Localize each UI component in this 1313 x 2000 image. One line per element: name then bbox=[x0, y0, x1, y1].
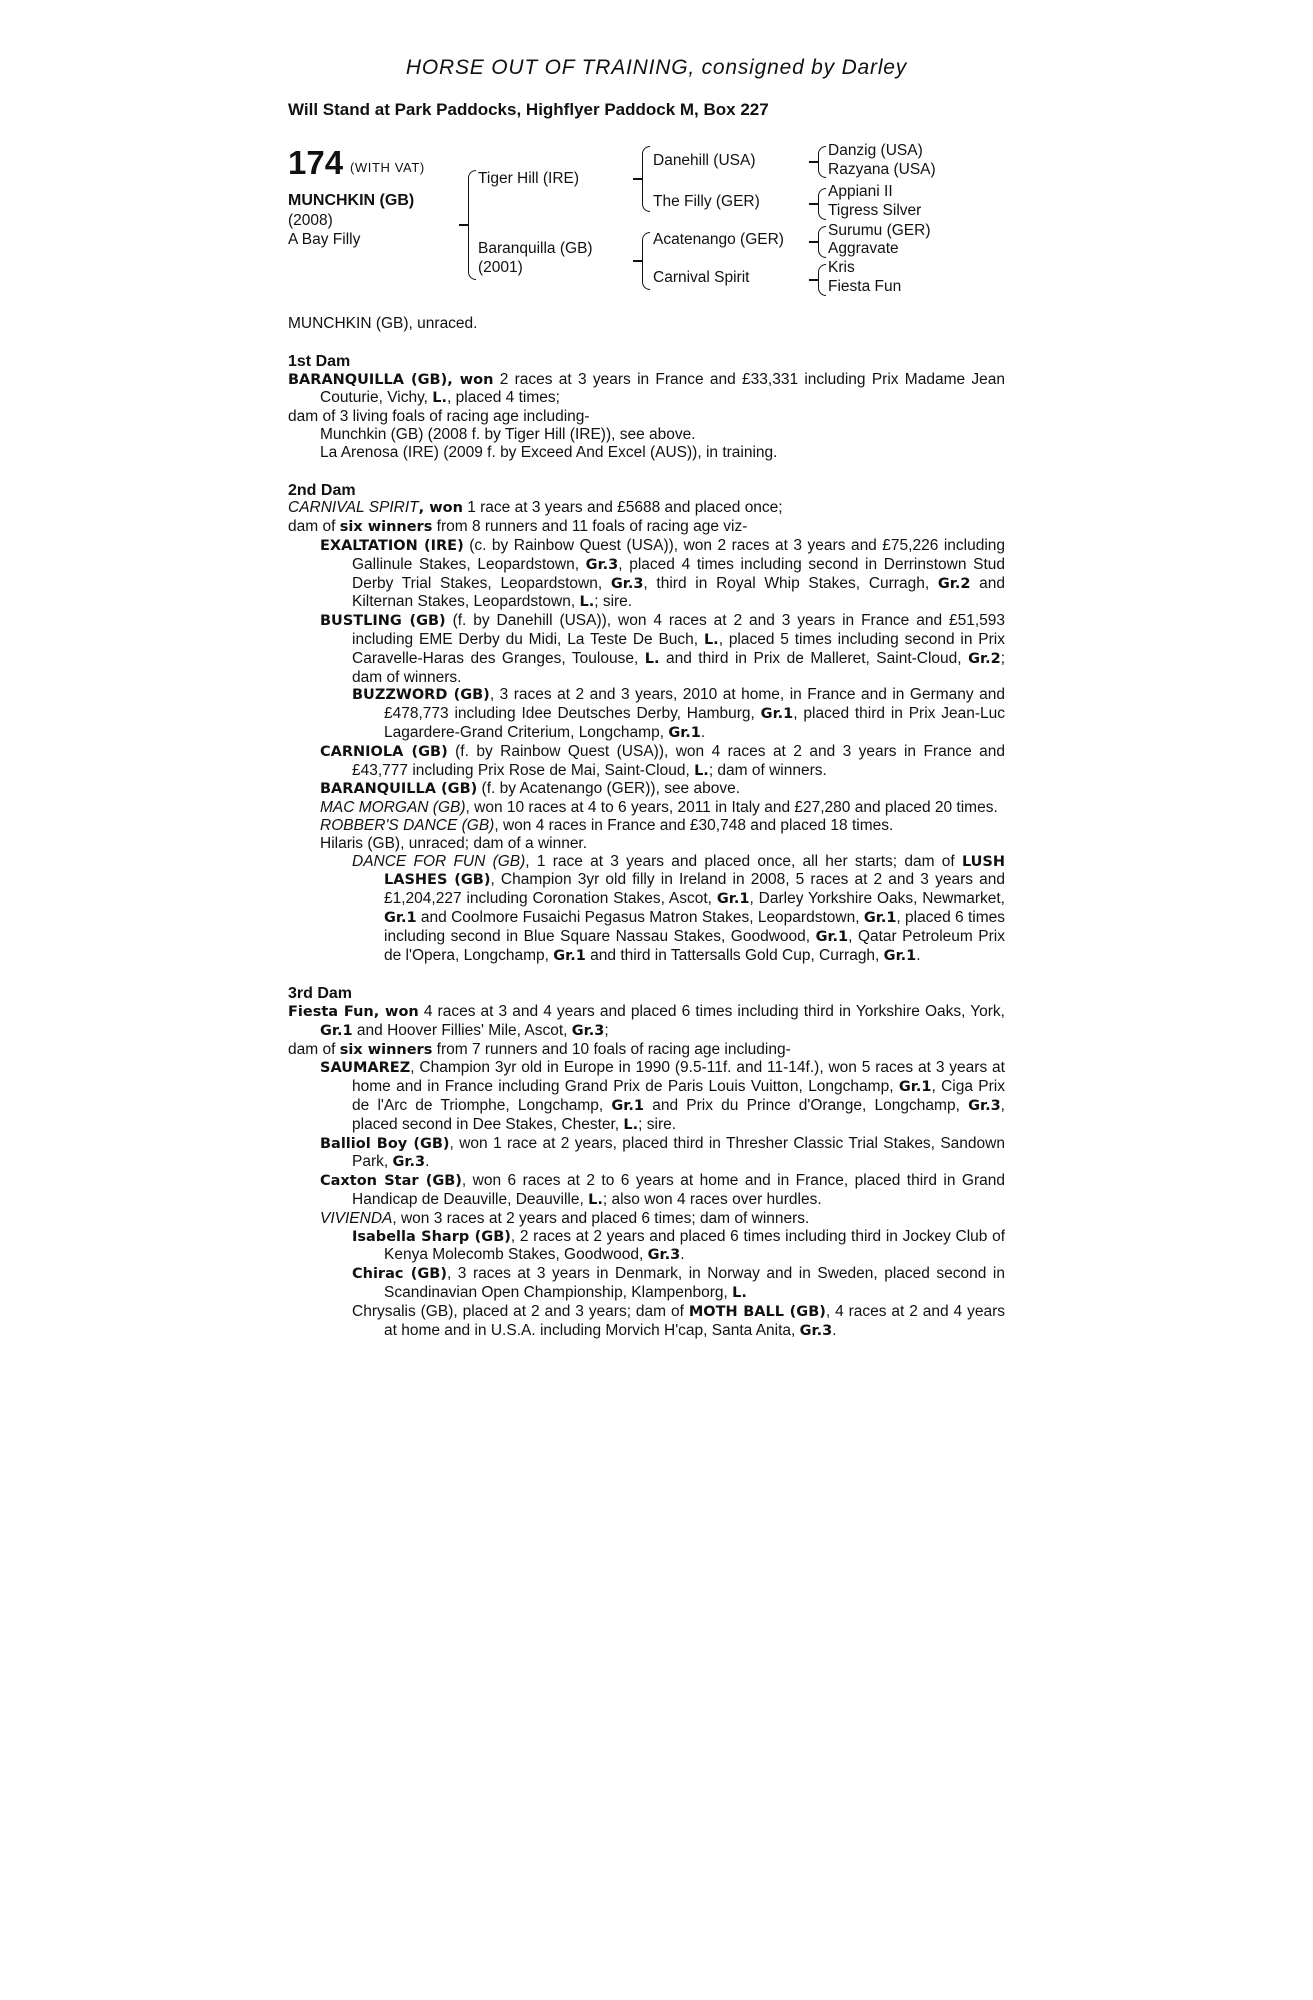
won-label: , won bbox=[373, 1004, 419, 1021]
produce-text: , won 4 races in France and £30,748 and placed 18 times. bbox=[494, 816, 894, 834]
produce-text: , Qatar Petroleum Prix de l'Opera, Longchamp, bbox=[384, 927, 1005, 964]
produce-text: , Darley Yorkshire Oaks, Newmarket, bbox=[749, 890, 1005, 908]
produce-name: BUZZWORD (GB) bbox=[352, 687, 490, 704]
horse-year: (2008) bbox=[288, 212, 333, 229]
first-dam-tail: , placed 4 times; bbox=[447, 389, 560, 407]
pedigree-brace-ss bbox=[818, 146, 826, 178]
race-grade: L. bbox=[732, 1285, 747, 1302]
first-dam-title: 1st Dam bbox=[288, 352, 351, 370]
produce-buzzword bbox=[288, 686, 1005, 742]
produce-text: and third in Tattersalls Gold Cup, Curragh, bbox=[585, 946, 884, 964]
produce-vivienda bbox=[288, 1210, 1005, 1228]
produce-carniola bbox=[288, 743, 1005, 781]
produce-text: , Champion 3yr old filly in Ireland in 2008, 5 races at 2 and 3 years and £1,204,227 including Coronation Stakes, Ascot, bbox=[384, 871, 1005, 908]
horse-description: A Bay Filly bbox=[288, 231, 361, 248]
race-grade: Gr.1 bbox=[384, 909, 417, 926]
race-grade: Gr.3 bbox=[647, 1247, 681, 1264]
produce-text: and Kilternan Stakes, Leopardstown, bbox=[352, 574, 1005, 611]
pedigree-ds-dam: Aggravate bbox=[828, 240, 899, 257]
pedigree-dd-dam: Fiesta Fun bbox=[828, 278, 902, 295]
race-grade: Gr.2 bbox=[968, 650, 1001, 667]
race-grade: Gr.3 bbox=[571, 1022, 605, 1039]
produce-hilaris: Hilaris (GB), unraced; dam of a winner. bbox=[320, 834, 588, 852]
produce-text: , placed third in Prix Jean-Luc Lagardere-Grand Criterium, Longchamp, bbox=[384, 705, 1005, 741]
produce-text: , placed 4 times including second in Derrinstown Stud Derby Trial Stakes, Leopardstown, bbox=[352, 555, 1005, 592]
produce-name: Balliol Boy (GB) bbox=[320, 1135, 450, 1152]
produce-name: EXALTATION (IRE) bbox=[320, 537, 464, 554]
produce-text: , 4 races at 2 and 4 years at home and in U.S.A. including Morvich H'cap, Santa Anita, bbox=[384, 1302, 1005, 1339]
produce-text: (f. by Danehill (USA)), won 4 races at 2 and 3 years in France and £51,593 including EME Derby du Midi, La Teste De Buch, bbox=[352, 612, 1005, 648]
produce-mac-morgan bbox=[288, 799, 1005, 817]
produce-text: from 7 runners and 10 foals of racing age including- bbox=[432, 1040, 791, 1058]
stand-location: Will Stand at Park Paddocks, Highflyer Paddock M, Box 227 bbox=[288, 100, 769, 119]
foal-entry: Munchkin (GB) (2008 f. by Tiger Hill (IRE)), see above. bbox=[320, 425, 696, 443]
pedigree-dd-sire: Kris bbox=[828, 259, 855, 276]
race-grade: Gr.1 bbox=[883, 947, 917, 964]
pedigree-sire-sire: Danehill (USA) bbox=[653, 152, 756, 169]
race-grade: Gr.3 bbox=[392, 1154, 426, 1171]
first-dam-produce: dam of 3 living foals of racing age including- bbox=[288, 408, 590, 426]
produce-text: . bbox=[680, 1246, 685, 1264]
race-grade: Gr.3 bbox=[799, 1322, 833, 1339]
produce-text: and Prix du Prince d'Orange, Longchamp, bbox=[644, 1097, 969, 1115]
race-grade: Gr.1 bbox=[898, 1079, 932, 1096]
race-grade: Gr.1 bbox=[611, 1098, 644, 1115]
race-grade: Gr.1 bbox=[553, 947, 586, 964]
produce-text: . bbox=[832, 1321, 837, 1339]
produce-text: , 2 races at 2 years and placed 6 times including third in Jockey Club of Kenya Molecomb Stakes, Goodwood, bbox=[384, 1227, 1005, 1264]
second-dam-title: 2nd Dam bbox=[288, 481, 356, 499]
produce-text: , Champion 3yr old in Europe in 1990 (9.5-11f. and 11-14f.), won 5 races at 3 years at home and in France including Grand Prix de Paris Louis Vuitton, Longchamp, bbox=[352, 1059, 1005, 1096]
produce-exaltation bbox=[288, 537, 1005, 612]
third-dam-produce bbox=[288, 1041, 1005, 1060]
second-dam-entry bbox=[288, 499, 1005, 518]
pedigree-brace-dam bbox=[642, 232, 650, 290]
produce-bustling bbox=[288, 612, 1005, 686]
produce-name: ROBBER'S DANCE (GB) bbox=[320, 816, 495, 834]
produce-name: LUSH LASHES (GB) bbox=[384, 853, 1006, 889]
produce-name: DANCE FOR FUN (GB) bbox=[352, 852, 526, 870]
race-grade: L. bbox=[694, 762, 709, 779]
produce-text: . bbox=[425, 1153, 430, 1171]
third-dam-text: 4 races at 3 and 4 years and placed 6 times including third in Yorkshire Oaks, York, bbox=[418, 1003, 1005, 1021]
produce-name: SAUMAREZ bbox=[320, 1060, 411, 1077]
race-grade: Gr.2 bbox=[937, 575, 971, 592]
produce-text: , 3 races at 2 and 3 years, 2010 at home, in France and in Germany and £478,773 including Idee Deutsches Derby, Hamburg, bbox=[384, 686, 1005, 723]
race-grade: L. bbox=[703, 631, 719, 648]
produce-name: BUSTLING (GB) bbox=[320, 613, 446, 630]
first-dam-name: BARANQUILLA (GB) bbox=[288, 371, 448, 388]
pedigree-ss-dam: Razyana (USA) bbox=[828, 161, 936, 178]
pedigree-ds-sire: Surumu (GER) bbox=[828, 222, 931, 239]
pedigree-brace-gen1 bbox=[468, 170, 476, 280]
third-dam-text: ; bbox=[604, 1021, 609, 1039]
race-grade: Gr.1 bbox=[716, 891, 750, 908]
produce-text: , third in Royal Whip Stakes, Curragh, bbox=[643, 574, 938, 592]
produce-baranquilla bbox=[288, 780, 1005, 799]
produce-text: , won 6 races at 2 to 6 years at home and in France, placed third in Grand Handicap de Deauville, Deauville, bbox=[352, 1172, 1005, 1209]
third-dam-title: 3rd Dam bbox=[288, 985, 353, 1003]
produce-text: Chrysalis (GB), placed at 2 and 3 years; dam of bbox=[352, 1302, 689, 1320]
produce-text: (f. by Rainbow Quest (USA)), won 4 races at 2 and 3 years in France and £43,777 including Prix Rose de Mai, Saint-Cloud, bbox=[352, 742, 1005, 779]
race-grade: Gr.3 bbox=[585, 556, 619, 573]
produce-caxton-star bbox=[288, 1172, 1005, 1210]
third-dam-name: Fiesta Fun bbox=[288, 1004, 374, 1021]
produce-text: ; also won 4 races over hurdles. bbox=[602, 1191, 822, 1209]
race-grade: Gr.3 bbox=[610, 575, 644, 592]
produce-text: , 3 races at 3 years in Denmark, in Norway and in Sweden, placed second in Scandinavian Open Championship, Klampenborg, bbox=[384, 1265, 1005, 1302]
produce-name: Isabella Sharp (GB) bbox=[352, 1228, 511, 1245]
pedigree-sire: Tiger Hill (IRE) bbox=[478, 170, 580, 187]
produce-text: dam of bbox=[288, 518, 340, 536]
pedigree-dam-year: (2001) bbox=[478, 259, 523, 276]
produce-text: (f. by Acatenango (GER)), see above. bbox=[477, 780, 741, 798]
race-grade: L. bbox=[623, 1116, 639, 1133]
catalogue-body bbox=[288, 315, 1005, 1340]
won-label: , won bbox=[447, 371, 494, 388]
produce-text: and Coolmore Fusaichi Pegasus Matron Stakes, Leopardstown, bbox=[416, 908, 864, 926]
produce-name: CARNIOLA (GB) bbox=[320, 743, 448, 760]
produce-name: MAC MORGAN (GB) bbox=[320, 799, 466, 817]
pedigree-dam-dam: Carnival Spirit bbox=[653, 269, 750, 286]
produce-text: , 1 race at 3 years and placed once, all her starts; dam of bbox=[525, 852, 962, 870]
pedigree-brace-dd bbox=[818, 264, 826, 296]
pedigree-sd-sire: Appiani II bbox=[828, 183, 893, 200]
produce-chrysalis bbox=[288, 1303, 1005, 1341]
winners-count: six winners bbox=[339, 1041, 433, 1058]
second-dam-name: CARNIVAL SPIRIT bbox=[288, 499, 419, 517]
produce-text: dam of bbox=[288, 1040, 340, 1058]
produce-text: , won 3 races at 2 years and placed 6 times; dam of winners. bbox=[392, 1209, 810, 1227]
race-grade: L. bbox=[588, 1192, 603, 1209]
pedigree-sire-dam: The Filly (GER) bbox=[653, 193, 760, 210]
produce-isabella-sharp bbox=[288, 1228, 1005, 1266]
page-heading: HORSE OUT OF TRAINING, consigned by Darley bbox=[405, 56, 908, 79]
produce-name: Chirac (GB) bbox=[352, 1266, 447, 1283]
produce-text: ; sire. bbox=[638, 1115, 677, 1133]
first-dam-text: 2 races at 3 years in France and £33,331 including Prix Madame Jean Couturie, Vichy, bbox=[320, 370, 1005, 407]
foal-entry: La Arenosa (IRE) (2009 f. by Exceed And Excel (AUS)), in training. bbox=[320, 443, 778, 461]
produce-text: , placed second in Dee Stakes, Chester, bbox=[352, 1097, 1005, 1133]
produce-text: , won 1 race at 2 years, placed third in Thresher Classic Trial Stakes, Sandown Park, bbox=[352, 1134, 1005, 1171]
horse-name: MUNCHKIN (GB) bbox=[288, 192, 415, 209]
race-grade: L. bbox=[579, 594, 595, 611]
first-dam-entry bbox=[288, 371, 1005, 409]
produce-saumarez bbox=[288, 1059, 1005, 1134]
produce-text: (c. by Rainbow Quest (USA)), won 2 races at 3 years and £75,226 including Gallinule Stakes, Leopardstown, bbox=[352, 536, 1005, 573]
race-grade: Gr.1 bbox=[760, 706, 794, 723]
produce-text: , placed 6 times including second in Blue Square Nassau Stakes, Goodwood, bbox=[384, 908, 1006, 945]
produce-chirac bbox=[288, 1265, 1005, 1303]
pedigree-ss-sire: Danzig (USA) bbox=[828, 142, 923, 159]
second-dam-text: 1 race at 3 years and £5688 and placed once; bbox=[462, 499, 783, 517]
pedigree-brace-sd bbox=[818, 188, 826, 220]
produce-text: , Ciga Prix de l'Arc de Triomphe, Longchamp, bbox=[352, 1078, 1005, 1115]
produce-name: BARANQUILLA (GB) bbox=[320, 781, 478, 798]
produce-name: MOTH BALL (GB) bbox=[688, 1303, 826, 1320]
produce-balliol-boy bbox=[288, 1135, 1005, 1173]
winners-count: six winners bbox=[339, 519, 433, 536]
race-grade: L. bbox=[432, 390, 448, 407]
produce-text: . bbox=[916, 946, 921, 964]
produce-name: VIVIENDA bbox=[320, 1209, 393, 1227]
pedigree-brace-sire bbox=[642, 146, 650, 212]
produce-text: ; dam of winners. bbox=[352, 649, 1005, 686]
lot-number: 174 bbox=[288, 144, 344, 181]
produce-text: from 8 runners and 11 foals of racing age viz- bbox=[432, 518, 748, 536]
produce-text: and third in Prix de Malleret, Saint-Cloud, bbox=[659, 649, 969, 667]
race-grade: Gr.3 bbox=[968, 1098, 1001, 1115]
third-dam-entry bbox=[288, 1003, 1005, 1041]
third-dam-text: and Hoover Fillies' Mile, Ascot, bbox=[352, 1021, 572, 1039]
lot-vat-note: (WITH VAT) bbox=[350, 160, 425, 175]
won-label: , won bbox=[418, 500, 463, 517]
unraced-line: MUNCHKIN (GB), unraced. bbox=[288, 315, 478, 332]
produce-text: , placed 5 times including second in Prix Caravelle-Haras des Granges, Toulouse, bbox=[352, 630, 1005, 667]
produce-name: Caxton Star (GB) bbox=[320, 1173, 462, 1190]
pedigree-dam: Baranquilla (GB) bbox=[478, 240, 593, 257]
produce-robbers-dance bbox=[288, 817, 1005, 835]
pedigree-brace-ds bbox=[818, 226, 826, 258]
produce-text: . bbox=[700, 723, 706, 741]
pedigree-dam-sire: Acatenango (GER) bbox=[653, 231, 784, 248]
race-grade: Gr.1 bbox=[320, 1022, 353, 1039]
race-grade: L. bbox=[644, 650, 660, 667]
race-grade: Gr.1 bbox=[815, 928, 849, 945]
produce-text: ; dam of winners. bbox=[708, 761, 827, 779]
produce-text: ; sire. bbox=[594, 593, 633, 611]
produce-text: , won 10 races at 4 to 6 years, 2011 in Italy and £27,280 and placed 20 times. bbox=[465, 799, 998, 817]
race-grade: Gr.1 bbox=[863, 909, 897, 926]
race-grade: Gr.1 bbox=[668, 724, 701, 741]
second-dam-produce bbox=[288, 518, 1005, 537]
pedigree-sd-dam: Tigress Silver bbox=[828, 202, 922, 219]
produce-dance-for-fun bbox=[288, 853, 1005, 966]
